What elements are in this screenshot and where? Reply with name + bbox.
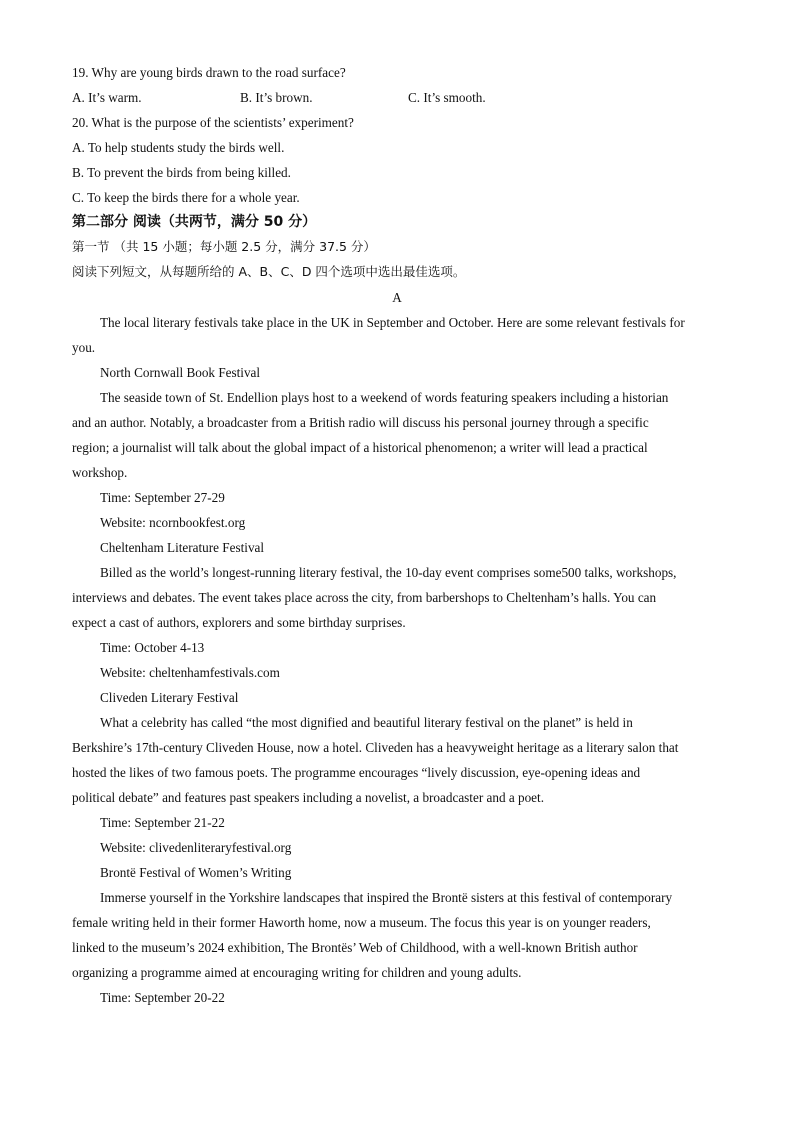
festival-1-line3: region; a journalist will talk about the global impact of a historical phenomenon; a writer will lead a practical <box>72 440 648 455</box>
q20-option-a: A. To help students study the birds well. <box>72 140 285 155</box>
festival-4-line2: female writing held in their former Haworth home, now a museum. The focus this year is on younger readers, <box>72 915 651 930</box>
festival-3-name: Cliveden Literary Festival <box>100 690 239 705</box>
festival-2-line1: Billed as the world’s longest-running literary festival, the 10-day event comprises some500 talks, workshops, <box>100 565 677 580</box>
festival-2-line3: expect a cast of authors, explorers and some birthday surprises. <box>72 615 406 630</box>
festival-1-line4: workshop. <box>72 465 128 480</box>
festival-1-time: Time: September 27-29 <box>100 490 225 505</box>
festival-3-line3: hosted the likes of two famous poets. The programme encourages “lively discussion, eye-opening ideas and <box>72 765 641 780</box>
festival-2-name: Cheltenham Literature Festival <box>100 540 265 555</box>
q19-option-a: A. It’s warm. <box>72 90 142 105</box>
section-title: 第二部分 阅读（共两节，满分 50 分） <box>72 214 317 230</box>
festival-4-line4: organizing a programme aimed at encouraging writing for children and young adults. <box>72 965 522 980</box>
passage-label: A <box>392 290 402 305</box>
q19-option-b: B. It’s brown. <box>240 90 313 105</box>
festival-4-line1: Immerse yourself in the Yorkshire landscapes that inspired the Brontë sisters at this festival of contemporary <box>100 890 673 905</box>
festival-2-time: Time: October 4-13 <box>100 640 205 655</box>
festival-4-line3: linked to the museum’s 2024 exhibition, The Brontës’ Web of Childhood, with a well-known British author <box>72 940 638 955</box>
festival-1-line2: and an author. Notably, a broadcaster from a British radio will discuss his personal journey through a specific <box>72 415 649 430</box>
passage-intro-line1: The local literary festivals take place in the UK in September and October. Here are some relevant festivals for <box>100 315 685 330</box>
passage-intro-line2: you. <box>72 340 96 355</box>
festival-4-name: Brontë Festival of Women’s Writing <box>100 865 292 880</box>
festival-1-name: North Cornwall Book Festival <box>100 365 261 380</box>
question-20-stem: 20. What is the purpose of the scientists’ experiment? <box>72 115 354 130</box>
q20-option-b: B. To prevent the birds from being killed. <box>72 165 291 180</box>
festival-3-time: Time: September 21-22 <box>100 815 225 830</box>
festival-2-line2: interviews and debates. The event takes place across the city, from barbershops to Cheltenham’s halls. You can <box>72 590 657 605</box>
festival-3-line1: What a celebrity has called “the most dignified and beautiful literary festival on the planet” is held in <box>100 715 633 730</box>
section-instruction: 阅读下列短文，从每题所给的 A、B、C、D 四个选项中选出最佳选项。 <box>72 264 466 279</box>
festival-3-website: Website: clivedenliteraryfestival.org <box>100 840 292 855</box>
festival-2-website: Website: cheltenhamfestivals.com <box>100 665 280 680</box>
festival-1-line1: The seaside town of St. Endellion plays host to a weekend of words featuring speakers including a historian <box>100 390 669 405</box>
festival-4-time: Time: September 20-22 <box>100 990 225 1005</box>
q19-option-c: C. It’s smooth. <box>408 90 486 105</box>
festival-3-line2: Berkshire’s 17th-century Cliveden House, now a hotel. Cliveden has a heavyweight heritage as a literary salon that <box>72 740 679 755</box>
section-subtitle: 第一节 （共 15 小题；每小题 2.5 分，满分 37.5 分） <box>72 239 376 254</box>
festival-1-website: Website: ncornbookfest.org <box>100 515 246 530</box>
q20-option-c: C. To keep the birds there for a whole year. <box>72 190 300 205</box>
festival-3-line4: political debate” and features past speakers including a novelist, a broadcaster and a poet. <box>72 790 545 805</box>
question-19-stem: 19. Why are young birds drawn to the road surface? <box>72 65 346 80</box>
